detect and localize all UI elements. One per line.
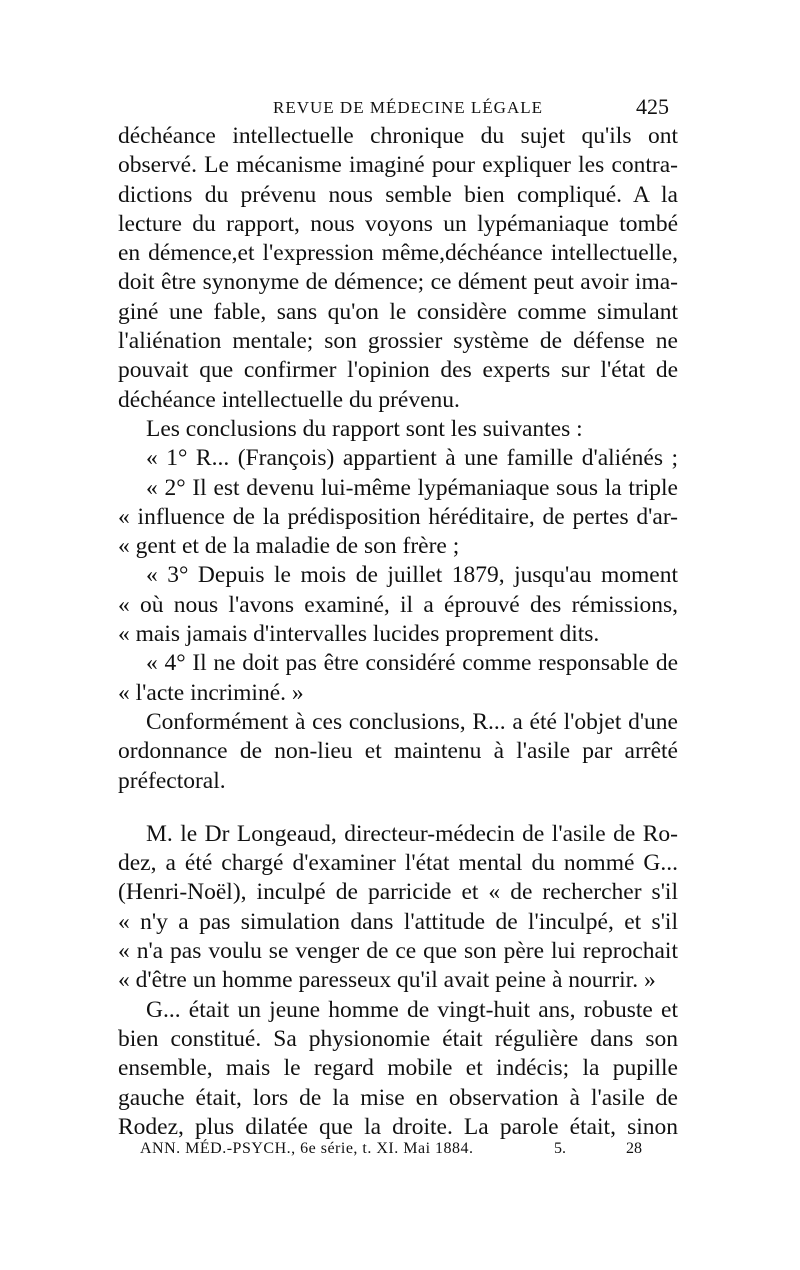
text-line: dictions du prévenu nous semble bien compliqué. A la (118, 181, 678, 208)
text-line: ordonnance de non-lieu et maintenu à l'asile par arrêté (118, 738, 678, 765)
quote-line: « l'acte incriminé. » (118, 679, 304, 706)
text-line: G... était un jeune homme de vingt-huit ans, robuste et (146, 996, 678, 1023)
text-line: préfectoral. (118, 767, 226, 794)
page-number: 425 (636, 94, 669, 119)
text-line: giné une fable, sans qu'on le considère comme simulant (118, 298, 678, 325)
quote-line: « 1° R... (François) appartient à une famille d'aliénés ; (146, 445, 678, 472)
text-line: dez, a été chargé d'examiner l'état mental du nommé G... (118, 850, 678, 877)
signature-footer (140, 1140, 660, 1164)
text-line: Les conclusions du rapport sont les suivantes : (146, 415, 583, 442)
text-line: déchéance intellectuelle du prévenu. (118, 386, 460, 413)
quote-line: « n'a pas voulu se venger de ce que son père lui reprochait (118, 938, 678, 965)
text-line: en démence,et l'expression même,déchéance intellectuelle, (118, 240, 678, 267)
text-line: Rodez, plus dilatée que la droite. La parole était, sinon (118, 1113, 678, 1140)
text-line: gauche était, lors de la mise en observation à l'asile de (118, 1084, 678, 1111)
text-line: pouvait que confirmer l'opinion des experts sur l'état de (118, 357, 678, 384)
body-text (118, 122, 678, 1142)
sheet-number: 28 (626, 1140, 642, 1157)
text-line: Conformément à ces conclusions, R... a été l'objet d'une (146, 708, 678, 735)
text-line: (Henri-Noël), inculpé de parricide et « de rechercher s'il (118, 879, 678, 906)
text-line: observé. Le mécanisme imaginé pour expliquer les contra- (118, 152, 678, 179)
journal-reference: ANN. MÉD.-PSYCH., 6e série, t. XI. Mai 1884. (140, 1140, 474, 1157)
quote-line: « n'y a pas simulation dans l'attitude de l'inculpé, et s'il (118, 908, 678, 935)
quote-line: « 3° Depuis le mois de juillet 1879, jusqu'au moment (146, 562, 678, 589)
paragraph-gap (118, 796, 678, 820)
quote-line: « où nous l'avons examiné, il a éprouvé des rémissions, (118, 591, 678, 618)
text-line: ensemble, mais le regard mobile et indécis; la pupille (118, 1055, 678, 1082)
text-line: doit être synonyme de démence; ce dément peut avoir ima- (118, 269, 678, 296)
text-line: l'aliénation mentale; son grossier système de défense ne (118, 328, 678, 355)
quote-line: « d'être un homme paresseux qu'il avait peine à nourrir. » (118, 967, 656, 994)
quote-line: « 4° Il ne doit pas être considéré comme responsable de (146, 650, 678, 677)
quote-line: « 2° Il est devenu lui-même lypémaniaque sous la triple (146, 474, 678, 501)
text-line: lecture du rapport, nous voyons un lypémaniaque tombé (118, 210, 678, 237)
text-line: M. le Dr Longeaud, directeur-médecin de l'asile de Ro- (146, 820, 678, 847)
text-line: bien constitué. Sa physionomie était régulière dans son (118, 1025, 678, 1052)
running-title: REVUE DE MÉDECINE LÉGALE (273, 98, 543, 117)
quote-line: « mais jamais d'intervalles lucides proprement dits. (118, 621, 600, 648)
running-header (0, 94, 800, 124)
text-line: déchéance intellectuelle chronique du sujet qu'ils ont (118, 123, 678, 149)
quote-line: « influence de la prédisposition héréditaire, de pertes d'ar- (118, 503, 678, 530)
signature-number: 5. (554, 1140, 566, 1157)
quote-line: « gent et de la maladie de son frère ; (118, 533, 460, 560)
